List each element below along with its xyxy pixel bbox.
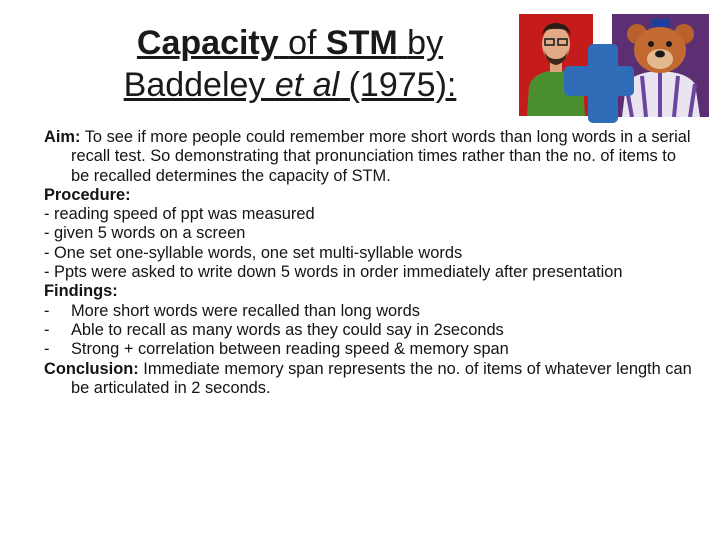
conclusion-label: Conclusion: bbox=[44, 359, 139, 378]
aim-paragraph bbox=[44, 128, 694, 186]
photo-man bbox=[519, 14, 593, 116]
finding-bullet: - bbox=[44, 301, 50, 320]
finding-bullet: - bbox=[44, 320, 50, 339]
title-etal: et al bbox=[274, 66, 340, 104]
finding-text: More short words were recalled than long words bbox=[71, 301, 420, 320]
title-author: Baddeley bbox=[123, 66, 266, 104]
findings-label: Findings: bbox=[44, 282, 118, 301]
procedure-label: Procedure: bbox=[44, 185, 131, 204]
title-year: (1975): bbox=[348, 66, 457, 104]
slide-body bbox=[44, 128, 694, 398]
findings-heading bbox=[44, 282, 694, 301]
finding-text: Strong + correlation between reading speed & memory span bbox=[71, 340, 509, 359]
title-word-by: by bbox=[407, 24, 444, 62]
procedure-heading bbox=[44, 186, 694, 205]
finding-item bbox=[44, 302, 694, 321]
procedure-step: - reading speed of ppt was measured bbox=[44, 205, 315, 224]
finding-item bbox=[44, 321, 694, 340]
plus-icon-crossbar bbox=[564, 66, 634, 96]
finding-bullet: - bbox=[44, 340, 50, 359]
aim-label: Aim: bbox=[44, 128, 81, 146]
finding-text: Able to recall as many words as they could say in 2seconds bbox=[71, 320, 504, 339]
aim-text: To see if more people could remember more short words than long words in a serial recall test. So demonstrating that pronunciation times rather than the no. of items to be recalled determines the capacity of STM. bbox=[71, 128, 691, 185]
procedure-step: - One set one-syllable words, one set multi-syllable words bbox=[44, 243, 463, 262]
conclusion-paragraph bbox=[44, 360, 694, 399]
procedure-step: - given 5 words on a screen bbox=[44, 224, 246, 243]
title-word-capacity: Capacity bbox=[136, 24, 279, 62]
title-word-stm: STM bbox=[325, 24, 398, 62]
title-word-of: of bbox=[288, 24, 317, 62]
conclusion-text: Immediate memory span represents the no. of items of whatever length can be articulated in 2 seconds. bbox=[71, 359, 692, 397]
finding-item bbox=[44, 340, 694, 359]
procedure-step: - Ppts were asked to write down 5 words in order immediately after presentation bbox=[44, 263, 623, 282]
slide-title bbox=[80, 22, 500, 106]
